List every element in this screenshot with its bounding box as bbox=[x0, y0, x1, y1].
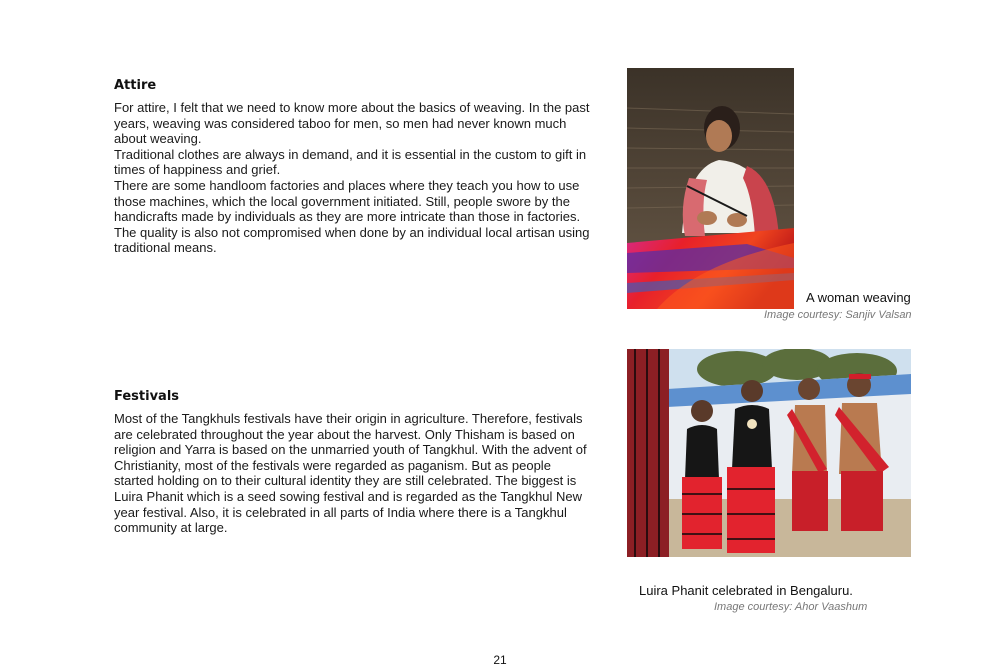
weaving-credit: Image courtesy: Sanjiv Valsan bbox=[764, 309, 912, 321]
festival-caption: Luira Phanit celebrated in Bengaluru. bbox=[639, 583, 853, 598]
attire-paragraph-1: For attire, I felt that we need to know more about the basics of weaving. In the past years, weaving was considered taboo for men, so men had never known much about weaving. bbox=[114, 100, 590, 147]
attire-text bbox=[114, 100, 599, 256]
weaving-photo bbox=[627, 68, 794, 309]
festivals-paragraph: Most of the Tangkhuls festivals have their origin in agriculture. Therefore, festivals are celebrated throughout the year about the harvest. Only Thisham is based on religion and Yarra is based on the unmarried youth of Tangkhul. With the advent of Christianity, most of the festivals were regarded as paganism. But as people started holding on to their cultural identity they are still celebrated. The biggest is Luira Phanit which is a seed sowing festival and is regarded as the Tangkhul New year festival. Also, it is celebrated in all parts of India where there is a Tangkhul community at large. bbox=[114, 411, 587, 536]
weaving-caption: A woman weaving bbox=[806, 290, 911, 305]
attire-paragraph-3: There are some handloom factories and places where they teach you how to use those machines, which the local government initiated. Still, people swore by the handicrafts made by individuals as they are more intricate than those in factories. The quality is also not compromised when done by an individual local artisan using traditional means. bbox=[114, 177, 590, 256]
festival-credit: Image courtesy: Ahor Vaashum bbox=[714, 601, 868, 613]
attire-paragraph-2: Traditional clothes are always in demand, and it is essential in the custom to gift in times of happiness and grief. bbox=[114, 146, 587, 178]
attire-heading: Attire bbox=[114, 78, 157, 93]
festival-photo bbox=[627, 349, 911, 557]
page-number: 21 bbox=[493, 653, 507, 667]
festivals-heading: Festivals bbox=[114, 389, 180, 404]
